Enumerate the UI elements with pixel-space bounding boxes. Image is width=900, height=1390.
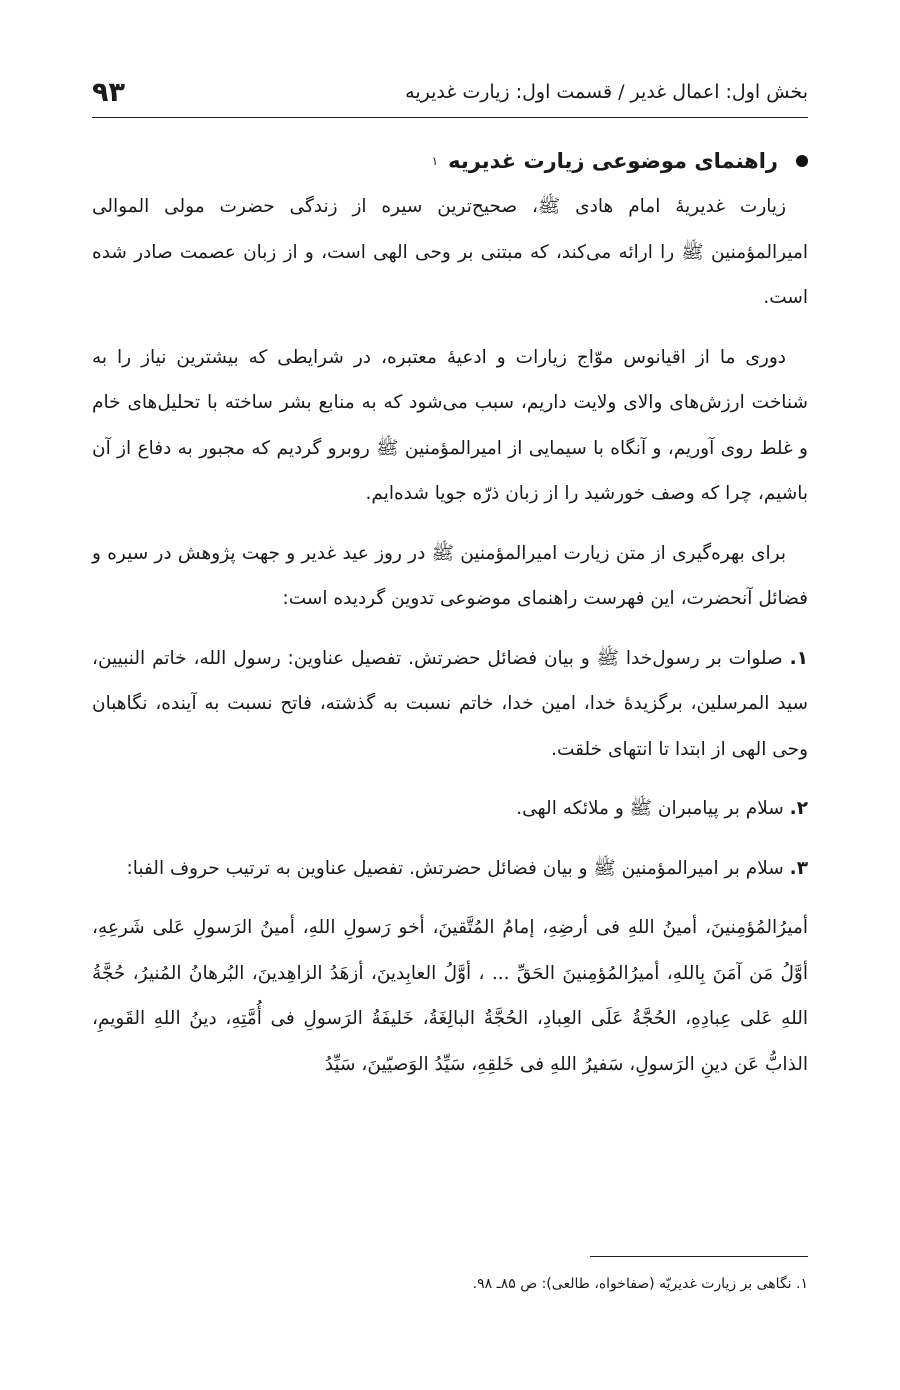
footnote: ۱. نگاهی بر زیارت غدیریّه (صفاخواه، طالعی): ص ۸۵ـ ۹۸.	[472, 1276, 808, 1292]
list-item-3	[92, 846, 808, 892]
list-item-number: ۳.	[789, 857, 808, 879]
arabic-titles-text: أميرُالمُؤمِنينَ، أمينُ اللهِ فی أرضِهِ، إمامُ المُتَّقينَ، أخو رَسولِ اللهِ، أمينُ الرَسولِ عَلی شَرعِهِ، أوَّلُ مَن آمَنَ بِاللهِ، أميرُالمُؤمِنينَ الحَقِّ ... ، أوَّلُ العابِدينَ، أزهَدُ الزاهِدينَ، البُرهانُ المُنيرُ، حُجَّةُ اللهِ عَلی عِبادِهِ، الحُجَّةُ عَلَی العِبادِ، الحُجَّةُ البالِغَةُ، خَليفَةُ الرَسولِ فی أُمَّتِهِ، دينُ اللهِ القَويمِ، الذابُّ عَن دينِ الرَسولِ، سَفيرُ اللهِ فی خَلقِهِ، سَيِّدُ الوَصيّينَ، سَيِّدُ	[92, 917, 808, 1075]
paragraph-1: زیارت غدیریهٔ امام هادی ﷺ، صحیح‌ترین سیره از زندگی حضرت مولی الموالی امیرالمؤمنین ﷺ را ارائه می‌کند، که مبتنی بر وحی الهی است، و از زبان عصمت صادر شده است.	[92, 196, 808, 308]
list-item-text: سلام بر امیرالمؤمنین ﷺ و بیان فضائل حضرتش. تفصیل عناوین به ترتیب حروف الفبا:	[126, 857, 784, 879]
list-item-text: صلوات بر رسول‌خدا ﷺ و بیان فضائل حضرتش. تفصیل عناوین: رسول الله، خاتم النبیین، سید المرسلین، برگزیدهٔ خدا، امین خدا، خاتم نسبت به گذشته، فاتح نسبت به آینده، نگاهبان وحی الهی از ابتدا تا انتهای خلقت.	[92, 647, 808, 760]
running-head	[92, 72, 808, 112]
paragraph-2: دوری ما از اقیانوس موّاج زیارات و ادعیهٔ معتبره، در شرایطی که بیشترین نیاز را به شناخت ارزش‌های والای ولایت داریم، سبب می‌شود که به منابع بشر ساخته با تحلیل‌های خام و غلط روی آوریم، و آنگاه با سیمایی از امیرالمؤمنین ﷺ روبرو گردیم که مجبور به دفاع از آن باشیم، چرا که وصف خورشید را از زبان ذرّه جویا شده‌ایم.	[92, 346, 808, 504]
section-title-text: راهنمای موضوعی زیارت غدیریه	[448, 149, 778, 173]
running-title: بخش اول: اعمال غدیر / قسمت اول: زیارت غدیریه	[405, 81, 808, 103]
footnote-rule	[590, 1256, 808, 1257]
list-item-text: سلام بر پیامبران ﷺ و ملائکه الهی.	[516, 798, 784, 819]
main-content	[92, 138, 808, 1087]
list-item-number: ۱.	[789, 647, 808, 669]
header-rule	[92, 117, 808, 118]
list-item-number: ۲.	[789, 798, 808, 819]
paragraph-3: برای بهره‌گیری از متن زیارت امیرالمؤمنین ﷺ در روز عید غدیر و جهت پژوهش در سیره و فضائل آنحضرت، این فهرست راهنمای موضوعی تدوین گردیده است:	[92, 542, 808, 609]
bullet-icon	[796, 155, 808, 167]
list-item-1	[92, 636, 808, 773]
list-item-2	[92, 786, 808, 832]
page-number: ۹۳	[92, 76, 125, 108]
footnote-marker: ۱	[431, 154, 439, 168]
section-title	[92, 138, 808, 184]
